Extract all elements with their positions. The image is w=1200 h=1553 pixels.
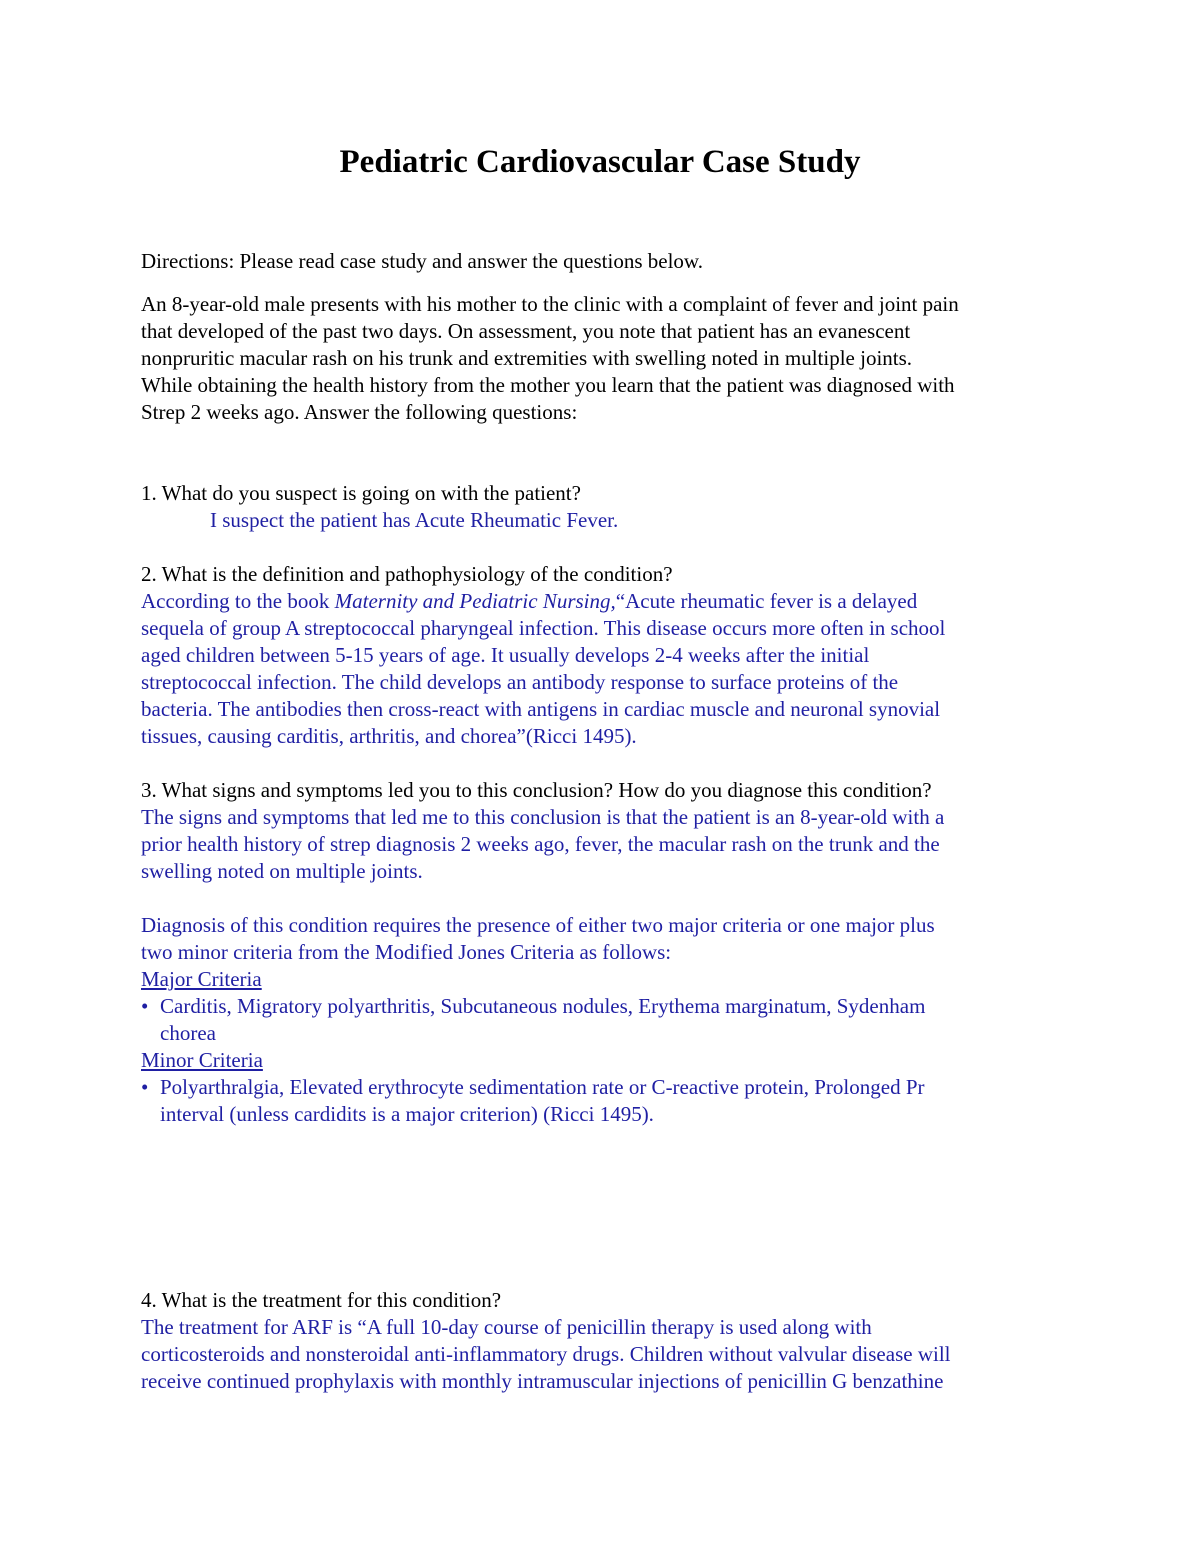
question-1-answer: I suspect the patient has Acute Rheumatic Fever. [210,508,619,532]
question-2-answer-line: streptococcal infection. The child develops an antibody response to surface proteins of the [141,670,899,694]
question-2-answer-line: sequela of group A streptococcal pharyngeal infection. This disease occurs more often in school [141,616,946,640]
question-1-text: 1. What do you suspect is going on with the patient? [141,481,581,505]
scenario-line: Strep 2 weeks ago. Answer the following questions: [141,400,578,424]
question-2-section [141,561,1071,750]
question-4-section [141,1287,1071,1395]
question-2-answer-line: bacteria. The antibodies then cross-react with antigens in cardiac muscle and neuronal synovial [141,697,941,721]
directions-text: Directions: Please read case study and answer the questions below. [141,249,703,273]
question-2-answer-line: tissues, causing carditis, arthritis, and chorea”(Ricci 1495). [141,724,637,748]
bullet-icon: • [141,994,149,1018]
question-2-answer-first-line [141,588,1071,615]
case-scenario [141,291,1071,426]
bullet-icon: • [141,1075,149,1099]
scenario-line: An 8-year-old male presents with his mother to the clinic with a complaint of fever and joint pain [141,292,959,316]
major-criteria-bullet [141,993,1071,1047]
question-3-section [141,777,1071,885]
scenario-line: nonpruritic macular rash on his trunk and extremities with swelling noted in multiple joints. [141,346,913,370]
major-criteria-line: chorea [160,1021,216,1045]
question-4-answer-line: receive continued prophylaxis with monthly intramuscular injections of penicillin G benzathine [141,1369,944,1393]
question-3-answer-line: swelling noted on multiple joints. [141,859,423,883]
question-4-answer-line: The treatment for ARF is “A full 10-day course of penicillin therapy is used along with [141,1315,872,1339]
minor-criteria-line: interval (unless cardidits is a major criterion) (Ricci 1495). [160,1102,654,1126]
minor-criteria-bullet [141,1074,1071,1128]
major-criteria-line: Carditis, Migratory polyarthritis, Subcutaneous nodules, Erythema marginatum, Sydenham [160,994,926,1018]
question-2-text: 2. What is the definition and pathophysiology of the condition? [141,562,673,586]
answer-prefix: According to the book [141,589,335,613]
question-4-answer-line: corticosteroids and nonsteroidal anti-inflammatory drugs. Children without valvular disease will [141,1342,951,1366]
scenario-line: While obtaining the health history from the mother you learn that the patient was diagnosed with [141,373,955,397]
question-4-text: 4. What is the treatment for this condition? [141,1288,502,1312]
diagnosis-line: two minor criteria from the Modified Jones Criteria as follows: [141,940,672,964]
minor-criteria-heading: Minor Criteria [141,1048,263,1072]
minor-criteria-line: Polyarthralgia, Elevated erythrocyte sedimentation rate or C-reactive protein, Prolonged Pr [160,1075,925,1099]
question-2-answer-line: aged children between 5-15 years of age. It usually develops 2-4 weeks after the initial [141,643,870,667]
question-3-text: 3. What signs and symptoms led you to this conclusion? How do you diagnose this condition? [141,778,932,802]
jones-criteria-section [141,912,1071,1128]
document-title: Pediatric Cardiovascular Case Study [339,144,861,180]
answer-quote-start: “Acute rheumatic fever is a delayed [615,589,918,613]
book-title: Maternity and Pediatric Nursing, [334,589,616,613]
question-3-answer-line: prior health history of strep diagnosis 2 weeks ago, fever, the macular rash on the trunk and the [141,832,940,856]
question-3-answer-line: The signs and symptoms that led me to this conclusion is that the patient is an 8-year-old with a [141,805,945,829]
scenario-line: that developed of the past two days. On assessment, you note that patient has an evanescent [141,319,911,343]
diagnosis-line: Diagnosis of this condition requires the presence of either two major criteria or one major plus [141,913,935,937]
major-criteria-heading: Major Criteria [141,967,262,991]
question-1-section [141,480,1071,534]
